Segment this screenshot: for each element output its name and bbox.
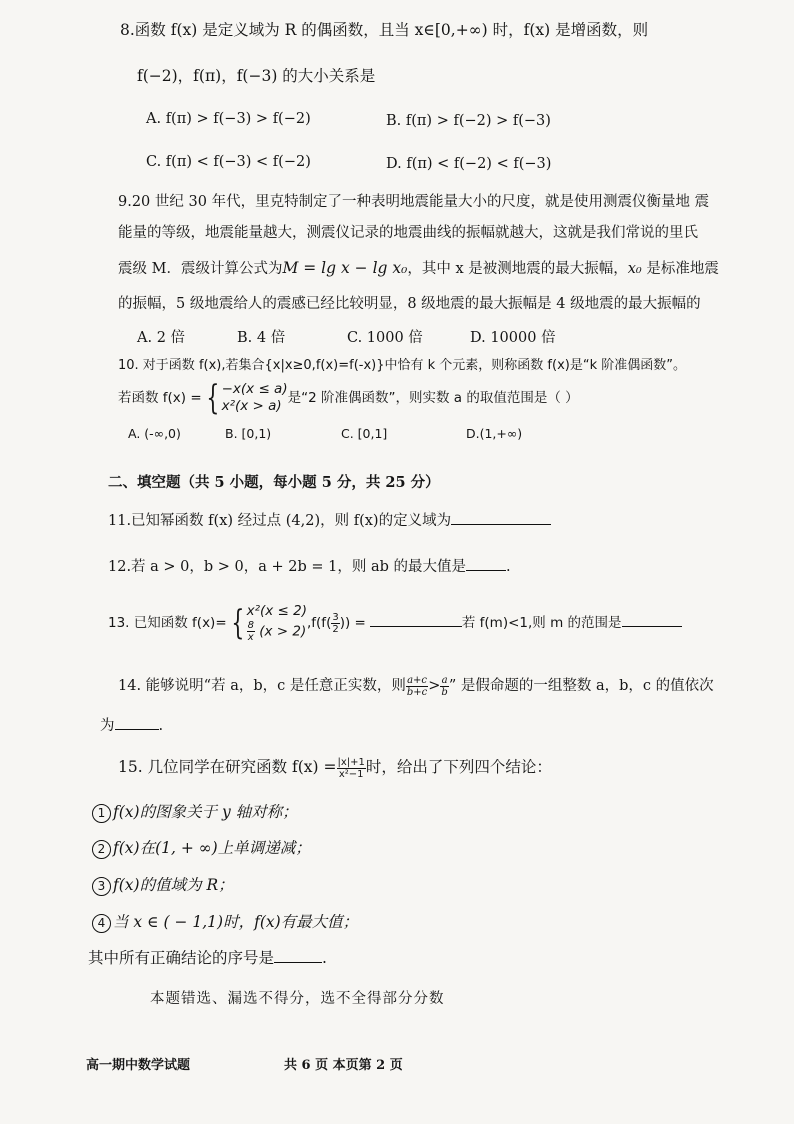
q14-frac1-den: b+c <box>406 686 428 698</box>
q13-tail: 若 f(m)<1,则 m 的范围是 <box>461 615 622 631</box>
q13-brace: { <box>231 603 245 643</box>
q15-c2-text: f(x)在(1, + ∞)上单调递减； <box>113 839 311 857</box>
q12-line <box>108 556 511 577</box>
q13-frac <box>331 612 339 635</box>
q12-text: 12.若 a > 0，b > 0，a + 2b = 1，则 ab 的最大值是 <box>108 559 467 575</box>
q15-conclusion-4 <box>92 912 358 933</box>
circled-1-icon: 1 <box>92 804 111 823</box>
q10-option-c: C. [0,1] <box>341 426 388 441</box>
section2-title: 二、填空题（共 5 小题，每小题 5 分，共 25 分） <box>108 474 440 491</box>
q15-line1 <box>118 752 552 782</box>
q15-conclusion-2 <box>92 838 311 859</box>
circled-2-icon: 2 <box>92 840 111 859</box>
q15-frac-den: x²−1 <box>338 768 364 780</box>
grading-note: 本题错选、漏选不得分，选不全得部分分数 <box>150 991 445 1007</box>
circled-4-icon: 4 <box>92 914 111 933</box>
circled-3-icon: 3 <box>92 877 111 896</box>
q9-option-c: C. 1000 倍 <box>347 330 423 346</box>
q15-conclusion-3 <box>92 875 234 896</box>
q13-piece2-rest: (x > 2) <box>259 623 307 640</box>
q10-line2-tail: 是“2 阶准偶函数”，则实数 a 的取值范围是（ ） <box>287 390 579 406</box>
q9-line3-a: 震级 M．震级计算公式为 <box>118 261 283 277</box>
q15-ask <box>88 948 327 968</box>
q15-ask-text: 其中所有正确结论的序号是 <box>88 949 275 967</box>
q11-answer-blank <box>451 510 551 525</box>
q8-stem-line1: 8.函数 f(x) 是定义域为 R 的偶函数，且当 x∈[0,+∞) 时，f(x) 是增函数，则 <box>120 21 649 39</box>
q9-line3-b: ，其中 x 是被测地震的最大振幅， <box>407 261 628 277</box>
q15-tail: 时，给出了下列四个结论： <box>365 758 552 776</box>
q14-frac2-den: b <box>441 686 448 698</box>
q14-end: . <box>158 718 164 734</box>
q14-lead: 14. 能够说明“若 a，b，c 是任意正实数，则 <box>118 678 406 694</box>
q13-piece1: x²(x ≤ 2) <box>246 603 307 619</box>
q13-mid-b: )) = <box>339 615 366 631</box>
q8-option-c: C. f(π) < f(−3) < f(−2) <box>146 154 311 170</box>
q14-frac1 <box>406 675 428 698</box>
q14-line1 <box>118 673 714 699</box>
q14-line2 <box>100 715 163 736</box>
q15-end: . <box>322 949 327 967</box>
q10-piece1: −x(x ≤ a) <box>221 381 288 397</box>
q13-piece2-den: x <box>247 632 254 643</box>
q10-option-b: B. [0,1) <box>225 426 272 441</box>
q14-frac2-num: a <box>441 674 448 686</box>
q12-end: . <box>506 559 511 575</box>
q10-option-a: A. (-∞,0) <box>128 426 181 441</box>
q10-line1: 10. 对于函数 f(x),若集合{x|x≥0,f(x)=f(-x)}中恰有 k 个元素，则称函数 f(x)是“k 阶准偶函数”。 <box>118 358 686 373</box>
q15-c4-text: 当 x ∈ ( − 1,1)时，f(x)有最大值； <box>113 913 359 931</box>
q10-piecewise <box>222 381 288 415</box>
q8-option-a: A. f(π) > f(−3) > f(−2) <box>146 111 311 127</box>
footer-page-info: 共 6 页 本页第 2 页 <box>284 1058 403 1073</box>
q13-mid-a: ,f(f( <box>307 615 332 631</box>
q10-line2 <box>118 378 579 418</box>
q9-x0: x₀ <box>627 261 642 277</box>
q9-option-a: A. 2 倍 <box>137 330 186 346</box>
q14-frac1-num: a+c <box>407 674 428 686</box>
q15-frac-num: |x|+1 <box>337 756 365 768</box>
q13-blank2 <box>622 612 682 627</box>
q8-stem-line2: f(−2)，f(π)，f(−3) 的大小关系是 <box>137 67 376 85</box>
q15-conclusion-1 <box>92 802 298 823</box>
q9-line3 <box>118 258 719 279</box>
q9-line2: 能量的等级，地震能量越大，测震仪记录的地震曲线的振幅就越大，这就是我们常说的里氏 <box>118 225 698 241</box>
q10-brace: { <box>206 378 220 418</box>
q11-line <box>108 510 551 531</box>
q8-option-d: D. f(π) < f(−2) < f(−3) <box>386 156 552 172</box>
q13-line <box>108 602 682 644</box>
q13-lead: 13. 已知函数 f(x)= <box>108 615 227 631</box>
q9-option-d: D. 10000 倍 <box>470 330 556 346</box>
q15-c1-text: f(x)的图象关于 y 轴对称； <box>113 803 298 821</box>
q14-gt: > <box>428 678 441 694</box>
q13-piece2 <box>247 620 307 643</box>
q13-piece2-frac <box>247 620 255 643</box>
q13-piece2-num: 8 <box>247 620 254 631</box>
q10-piece2: x²(x > a) <box>221 398 282 414</box>
q13-frac-den: 2 <box>332 623 339 635</box>
q13-piecewise <box>247 603 307 643</box>
q14-frac2 <box>440 675 448 698</box>
q12-answer-blank <box>466 556 506 571</box>
q10-option-d: D.(1,+∞) <box>466 426 523 441</box>
q15-answer-blank <box>274 948 322 963</box>
q15-c3-text: f(x)的值域为 R； <box>113 876 234 894</box>
q11-text: 11.已知幂函数 f(x) 经过点 (4,2)，则 f(x)的定义域为 <box>108 513 452 529</box>
footer-exam-title: 高一期中数学试题 <box>86 1058 191 1073</box>
q10-line2-lead: 若函数 f(x) = <box>118 390 202 406</box>
q15-lead: 15. 几位同学在研究函数 f(x) = <box>118 758 337 776</box>
q13-blank1 <box>370 612 462 627</box>
q8-option-b: B. f(π) > f(−2) > f(−3) <box>386 113 551 129</box>
q15-frac <box>337 757 366 780</box>
q14-tail: ” 是假命题的一组整数 a，b，c 的值依次 <box>448 678 714 694</box>
q14-answer-blank <box>115 715 159 730</box>
q9-line4: 的振幅，5 级地震给人的震感已经比较明显，8 级地震的最大振幅是 4 级地震的最大振幅的 <box>118 296 701 312</box>
q9-option-b: B. 4 倍 <box>237 330 286 346</box>
q9-formula: M = lg x − lg x₀ <box>282 259 408 277</box>
q9-line3-c: 是标准地震 <box>641 261 719 277</box>
q9-line1: 9.20 世纪 30 年代，里克特制定了一种表明地震能量大小的尺度，就是使用测震仪衡量地 震 <box>118 194 710 210</box>
q13-frac-num: 3 <box>332 611 339 623</box>
q14-line2-text: 为 <box>100 718 115 734</box>
